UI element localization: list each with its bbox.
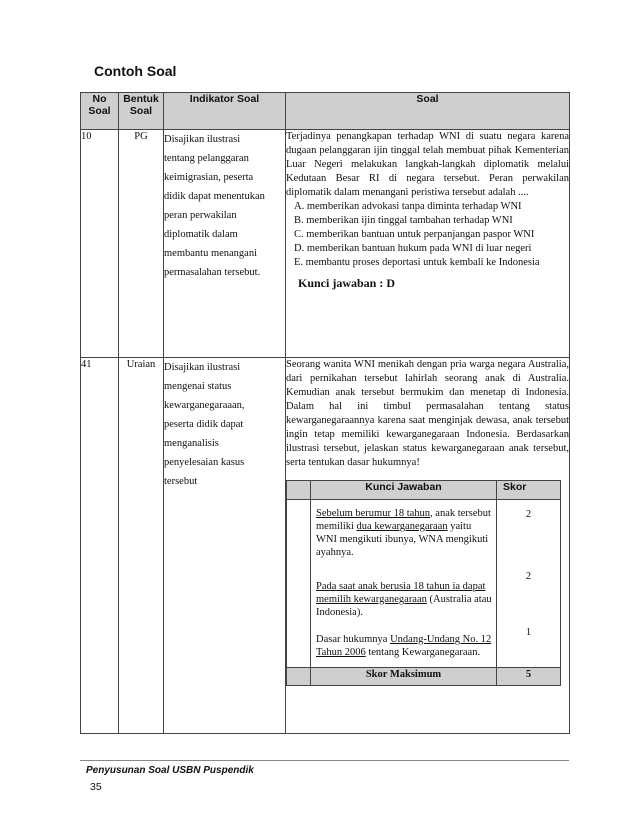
header-no-line2: Soal	[88, 105, 111, 117]
table-header-row	[81, 93, 570, 130]
rubric-total-row	[287, 668, 561, 686]
row1-bentuk: PG	[119, 130, 164, 358]
row1-indikator-line: membantu menangani	[164, 248, 258, 259]
score-2: 2	[525, 571, 532, 582]
rubric-header-row	[287, 481, 561, 500]
header-no	[81, 93, 119, 130]
rubric-total-label: Skor Maksimum	[311, 668, 497, 686]
row1-indikator-line: Disajikan ilustrasi	[164, 134, 241, 145]
rubric-total-value: 5	[497, 668, 561, 686]
answer-1-underline-1: Sebelum berumur 18 tahun	[316, 508, 431, 519]
rubric-table	[286, 480, 561, 686]
rubric-answer-2	[316, 580, 492, 633]
section-heading: Contoh Soal	[94, 63, 177, 79]
option-e: E. membantu proses deportasi untuk kembali ke Indonesia	[294, 257, 540, 268]
score-1: 2	[525, 509, 532, 520]
row2-indikator-line: mengenai status	[164, 381, 232, 392]
page-number: 35	[90, 781, 102, 793]
row1-stem: Terjadinya penangkapan terhadap WNI di suatu negara karena dugaan pelanggaran ijin tinggal telah membuat pihak Kementerian Luar Negeri melakukan langkah-langkah diplomatik melalui Kedutaan Besar RI di negara tersebut. Peran perwakilan diplomatik dalam menangani peristiwa tersebut adalah ....	[286, 131, 569, 198]
option-a: A. memberikan advokasi tanpa diminta terhadap WNI	[294, 201, 522, 212]
rubric-header-blank	[287, 481, 311, 500]
row2-indikator-line: tersebut	[164, 476, 198, 487]
option-d: D. memberikan bantuan hukum pada WNI di luar negeri	[294, 243, 532, 254]
rubric-header-kunci: Kunci Jawaban	[311, 481, 497, 500]
header-indikator: Indikator Soal	[164, 93, 286, 130]
header-soal: Soal	[286, 93, 570, 130]
rubric-answer-1	[316, 507, 492, 580]
answer-2-text: (Australia atau Indonesia).	[316, 594, 492, 618]
score-3: 1	[525, 627, 532, 638]
row2-indikator-line: Disajikan ilustrasi	[164, 362, 241, 373]
answer-1-underline-2: dua kewarganegaraan	[356, 521, 448, 532]
option-b: B. memberikan ijin tinggal tambahan terhadap WNI	[294, 215, 513, 226]
answer-key: Kunci jawaban : D	[298, 276, 396, 290]
row2-bentuk: Uraian	[119, 358, 164, 734]
row1-indikator-line: diplomatik dalam	[164, 229, 238, 240]
row2-indikator-line: peserta didik dapat	[164, 419, 244, 430]
row1-indikator-line: didik dapat menentukan	[164, 191, 265, 202]
answer-3-underline: Undang-Undang No. 12 Tahun 2006	[316, 634, 492, 658]
option-c: C. memberikan bantuan untuk perpanjangan paspor WNI	[294, 229, 535, 240]
row2-no: 41	[81, 358, 119, 734]
rubric-body-row	[287, 500, 561, 668]
table-row	[81, 130, 570, 358]
row1-indikator	[164, 130, 286, 358]
rubric-header-skor: Skor	[497, 481, 561, 500]
question-table	[80, 92, 570, 734]
header-no-line1: No	[92, 93, 107, 105]
rubric-total-blank	[287, 668, 311, 686]
rubric-answer-3	[316, 633, 492, 659]
row1-indikator-line: tentang pelanggaran	[164, 153, 249, 164]
row1-no: 10	[81, 130, 119, 358]
row2-indikator-line: penyelesaian kasus	[164, 457, 245, 468]
footer-text: Penyusunan Soal USBN Puspendik	[86, 765, 254, 776]
row2-soal	[286, 358, 570, 734]
answer-3-text-0: Dasar hukumnya	[316, 634, 391, 645]
row1-indikator-line: peran perwakilan	[164, 210, 237, 221]
answer-2-underline: Pada saat anak berusia 18 tahun ia dapat memilih kewarganegaraan	[316, 581, 486, 605]
row2-indikator	[164, 358, 286, 734]
answer-1-text-2: yaitu WNI mengikuti ibunya, WNA mengikuti ayahnya.	[316, 521, 489, 558]
header-bentuk-line1: Bentuk	[123, 93, 159, 105]
row2-stem: Seorang wanita WNI menikah dengan pria warga negara Australia, dari pernikahan tersebut lahirlah seorang anak di Australia. Kemudian anak tersebut bermukim dan menetap di Indonesia. Dalam hal ini timbul permasalahan tentang status kewarganegaraannya karena saat menginjak dewasa, anak tersebut ingin tetap memiliki kewarganegaraan Indonesia. Berdasarkan ilustrasi tersebut, jelaskan status kewarganegaraan anak tersebut, serta tentukan dasar hukumnya!	[286, 359, 569, 468]
row1-indikator-line: permasalahan tersebut.	[164, 267, 261, 278]
rubric-answers	[311, 500, 497, 668]
answer-3-text-1: tentang Kewarganegaraan.	[365, 647, 481, 658]
rubric-blank-cell	[287, 500, 311, 668]
row1-indikator-line: keimigrasian, peserta	[164, 172, 254, 183]
answer-1-text-1: , anak tersebut memiliki	[316, 508, 491, 532]
row2-indikator-line: kewarganegaraaan,	[164, 400, 245, 411]
row2-indikator-line: menganalisis	[164, 438, 219, 449]
header-bentuk	[119, 93, 164, 130]
footer-divider	[80, 760, 569, 761]
table-row	[81, 358, 570, 734]
row1-soal	[286, 130, 570, 358]
rubric-scores	[497, 500, 561, 668]
header-bentuk-line2: Soal	[129, 105, 153, 117]
